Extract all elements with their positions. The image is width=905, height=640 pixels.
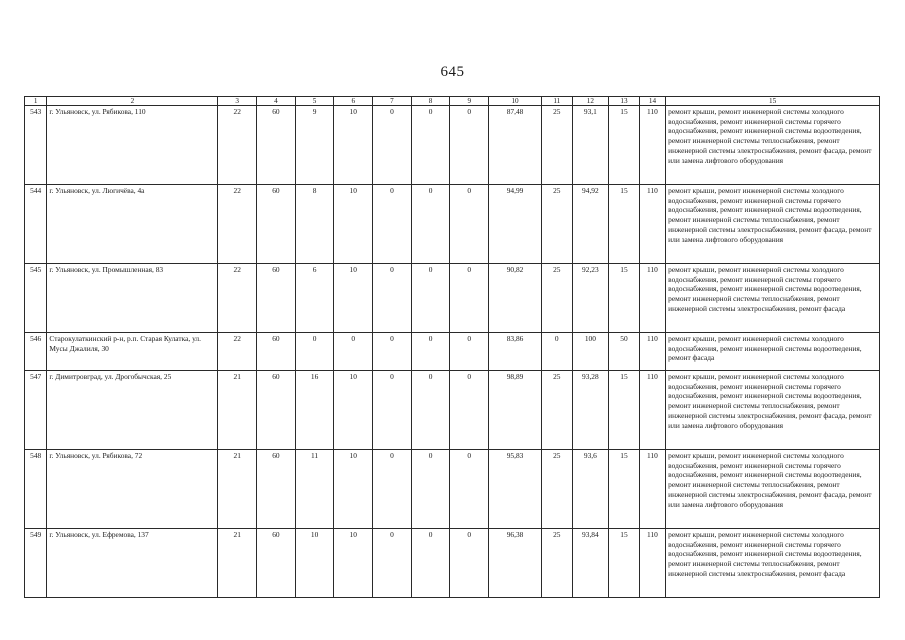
column-header: 12 (572, 97, 609, 106)
column-header: 14 (639, 97, 665, 106)
table-row (25, 185, 880, 264)
value-cell: 15 (609, 185, 640, 264)
value-cell: 25 (542, 450, 573, 529)
value-cell: 0 (450, 371, 489, 450)
works-cell: ремонт крыши, ремонт инженерной системы холодного водоснабжения, ремонт инженерной системы горячего водоснабжения, ремонт инженерной системы водоотведения, ремонт инженерной системы теплоснабжения, ремонт инженерной системы электроснабжения, ремонт фасада (666, 264, 880, 333)
value-cell: 10 (334, 371, 373, 450)
value-cell: 0 (373, 371, 412, 450)
value-cell: 94,92 (572, 185, 609, 264)
value-cell: 110 (639, 264, 665, 333)
row-number: 549 (25, 529, 47, 598)
value-cell: 0 (334, 333, 373, 371)
value-cell: 93,28 (572, 371, 609, 450)
value-cell: 0 (373, 529, 412, 598)
column-header: 4 (257, 97, 296, 106)
row-number: 547 (25, 371, 47, 450)
value-cell: 10 (334, 450, 373, 529)
address-cell: г. Ульяновск, ул. Ефремова, 137 (47, 529, 218, 598)
value-cell: 10 (295, 529, 334, 598)
value-cell: 8 (295, 185, 334, 264)
value-cell: 10 (334, 185, 373, 264)
value-cell: 87,48 (489, 106, 542, 185)
column-header: 2 (47, 97, 218, 106)
column-header: 9 (450, 97, 489, 106)
value-cell: 0 (411, 371, 450, 450)
value-cell: 0 (411, 333, 450, 371)
table-row (25, 529, 880, 598)
row-number: 544 (25, 185, 47, 264)
value-cell: 0 (411, 185, 450, 264)
value-cell: 0 (450, 450, 489, 529)
column-header: 5 (295, 97, 334, 106)
value-cell: 16 (295, 371, 334, 450)
value-cell: 0 (373, 264, 412, 333)
column-header: 10 (489, 97, 542, 106)
value-cell: 0 (411, 450, 450, 529)
works-cell: ремонт крыши, ремонт инженерной системы холодного водоснабжения, ремонт инженерной системы водоотведения, ремонт фасада (666, 333, 880, 371)
address-cell: Старокулаткинский р-н, р.п. Старая Кулатка, ул. Мусы Джалиля, 30 (47, 333, 218, 371)
value-cell: 22 (218, 106, 257, 185)
table-row (25, 264, 880, 333)
value-cell: 92,23 (572, 264, 609, 333)
value-cell: 60 (257, 529, 296, 598)
value-cell: 0 (411, 529, 450, 598)
table-row (25, 450, 880, 529)
value-cell: 25 (542, 371, 573, 450)
value-cell: 0 (450, 185, 489, 264)
column-header: 11 (542, 97, 573, 106)
value-cell: 21 (218, 529, 257, 598)
value-cell: 110 (639, 185, 665, 264)
column-header: 7 (373, 97, 412, 106)
value-cell: 15 (609, 529, 640, 598)
column-header: 6 (334, 97, 373, 106)
works-cell: ремонт крыши, ремонт инженерной системы холодного водоснабжения, ремонт инженерной системы горячего водоснабжения, ремонт инженерной системы водоотведения, ремонт инженерной системы теплоснабжения, ремонт инженерной системы электроснабжения, ремонт фасада, ремонт или замена лифтового оборудования (666, 450, 880, 529)
row-number: 546 (25, 333, 47, 371)
value-cell: 25 (542, 106, 573, 185)
value-cell: 98,89 (489, 371, 542, 450)
row-number: 545 (25, 264, 47, 333)
value-cell: 9 (295, 106, 334, 185)
works-cell: ремонт крыши, ремонт инженерной системы холодного водоснабжения, ремонт инженерной системы горячего водоснабжения, ремонт инженерной системы водоотведения, ремонт инженерной системы теплоснабжения, ремонт инженерной системы электроснабжения, ремонт фасада, ремонт или замена лифтового оборудования (666, 185, 880, 264)
value-cell: 25 (542, 185, 573, 264)
value-cell: 60 (257, 333, 296, 371)
works-cell: ремонт крыши, ремонт инженерной системы холодного водоснабжения, ремонт инженерной системы горячего водоснабжения, ремонт инженерной системы водоотведения, ремонт инженерной системы теплоснабжения, ремонт инженерной системы электроснабжения, ремонт фасада, ремонт или замена лифтового оборудования (666, 371, 880, 450)
value-cell: 110 (639, 333, 665, 371)
column-header: 13 (609, 97, 640, 106)
works-cell: ремонт крыши, ремонт инженерной системы холодного водоснабжения, ремонт инженерной системы горячего водоснабжения, ремонт инженерной системы водоотведения, ремонт инженерной системы теплоснабжения, ремонт инженерной системы электроснабжения, ремонт фасада, ремонт или замена лифтового оборудования (666, 106, 880, 185)
address-cell: г. Ульяновск, ул. Люгичёва, 4а (47, 185, 218, 264)
value-cell: 95,83 (489, 450, 542, 529)
address-cell: г. Ульяновск, ул. Рябикова, 72 (47, 450, 218, 529)
value-cell: 0 (450, 264, 489, 333)
header-row (25, 97, 880, 106)
value-cell: 0 (373, 450, 412, 529)
value-cell: 110 (639, 529, 665, 598)
table-row (25, 371, 880, 450)
value-cell: 0 (295, 333, 334, 371)
value-cell: 100 (572, 333, 609, 371)
value-cell: 15 (609, 106, 640, 185)
value-cell: 15 (609, 371, 640, 450)
works-cell: ремонт крыши, ремонт инженерной системы холодного водоснабжения, ремонт инженерной системы горячего водоснабжения, ремонт инженерной системы водоотведения, ремонт инженерной системы теплоснабжения, ремонт инженерной системы электроснабжения, ремонт фасада (666, 529, 880, 598)
value-cell: 90,82 (489, 264, 542, 333)
column-header: 1 (25, 97, 47, 106)
value-cell: 93,84 (572, 529, 609, 598)
row-number: 548 (25, 450, 47, 529)
value-cell: 0 (450, 106, 489, 185)
value-cell: 10 (334, 529, 373, 598)
value-cell: 94,99 (489, 185, 542, 264)
value-cell: 11 (295, 450, 334, 529)
table-row (25, 333, 880, 371)
value-cell: 60 (257, 185, 296, 264)
value-cell: 60 (257, 450, 296, 529)
value-cell: 15 (609, 264, 640, 333)
value-cell: 15 (609, 450, 640, 529)
value-cell: 60 (257, 371, 296, 450)
page-number: 645 (440, 64, 465, 80)
value-cell: 110 (639, 106, 665, 185)
value-cell: 83,86 (489, 333, 542, 371)
value-cell: 60 (257, 264, 296, 333)
table-row (25, 106, 880, 185)
value-cell: 93,6 (572, 450, 609, 529)
value-cell: 96,38 (489, 529, 542, 598)
value-cell: 10 (334, 264, 373, 333)
column-header: 8 (411, 97, 450, 106)
address-cell: г. Димитровград, ул. Дрогобычская, 25 (47, 371, 218, 450)
value-cell: 21 (218, 371, 257, 450)
value-cell: 22 (218, 333, 257, 371)
value-cell: 21 (218, 450, 257, 529)
value-cell: 0 (450, 333, 489, 371)
value-cell: 60 (257, 106, 296, 185)
column-header: 3 (218, 97, 257, 106)
address-cell: г. Ульяновск, ул. Промышленная, 83 (47, 264, 218, 333)
value-cell: 0 (542, 333, 573, 371)
value-cell: 0 (373, 333, 412, 371)
value-cell: 6 (295, 264, 334, 333)
repair-table (24, 96, 880, 598)
value-cell: 0 (373, 106, 412, 185)
value-cell: 0 (411, 106, 450, 185)
value-cell: 93,1 (572, 106, 609, 185)
value-cell: 10 (334, 106, 373, 185)
value-cell: 25 (542, 529, 573, 598)
value-cell: 22 (218, 264, 257, 333)
value-cell: 110 (639, 371, 665, 450)
value-cell: 25 (542, 264, 573, 333)
value-cell: 110 (639, 450, 665, 529)
value-cell: 0 (411, 264, 450, 333)
row-number: 543 (25, 106, 47, 185)
column-header: 15 (666, 97, 880, 106)
value-cell: 0 (450, 529, 489, 598)
value-cell: 50 (609, 333, 640, 371)
address-cell: г. Ульяновск, ул. Рябикова, 110 (47, 106, 218, 185)
value-cell: 22 (218, 185, 257, 264)
value-cell: 0 (373, 185, 412, 264)
